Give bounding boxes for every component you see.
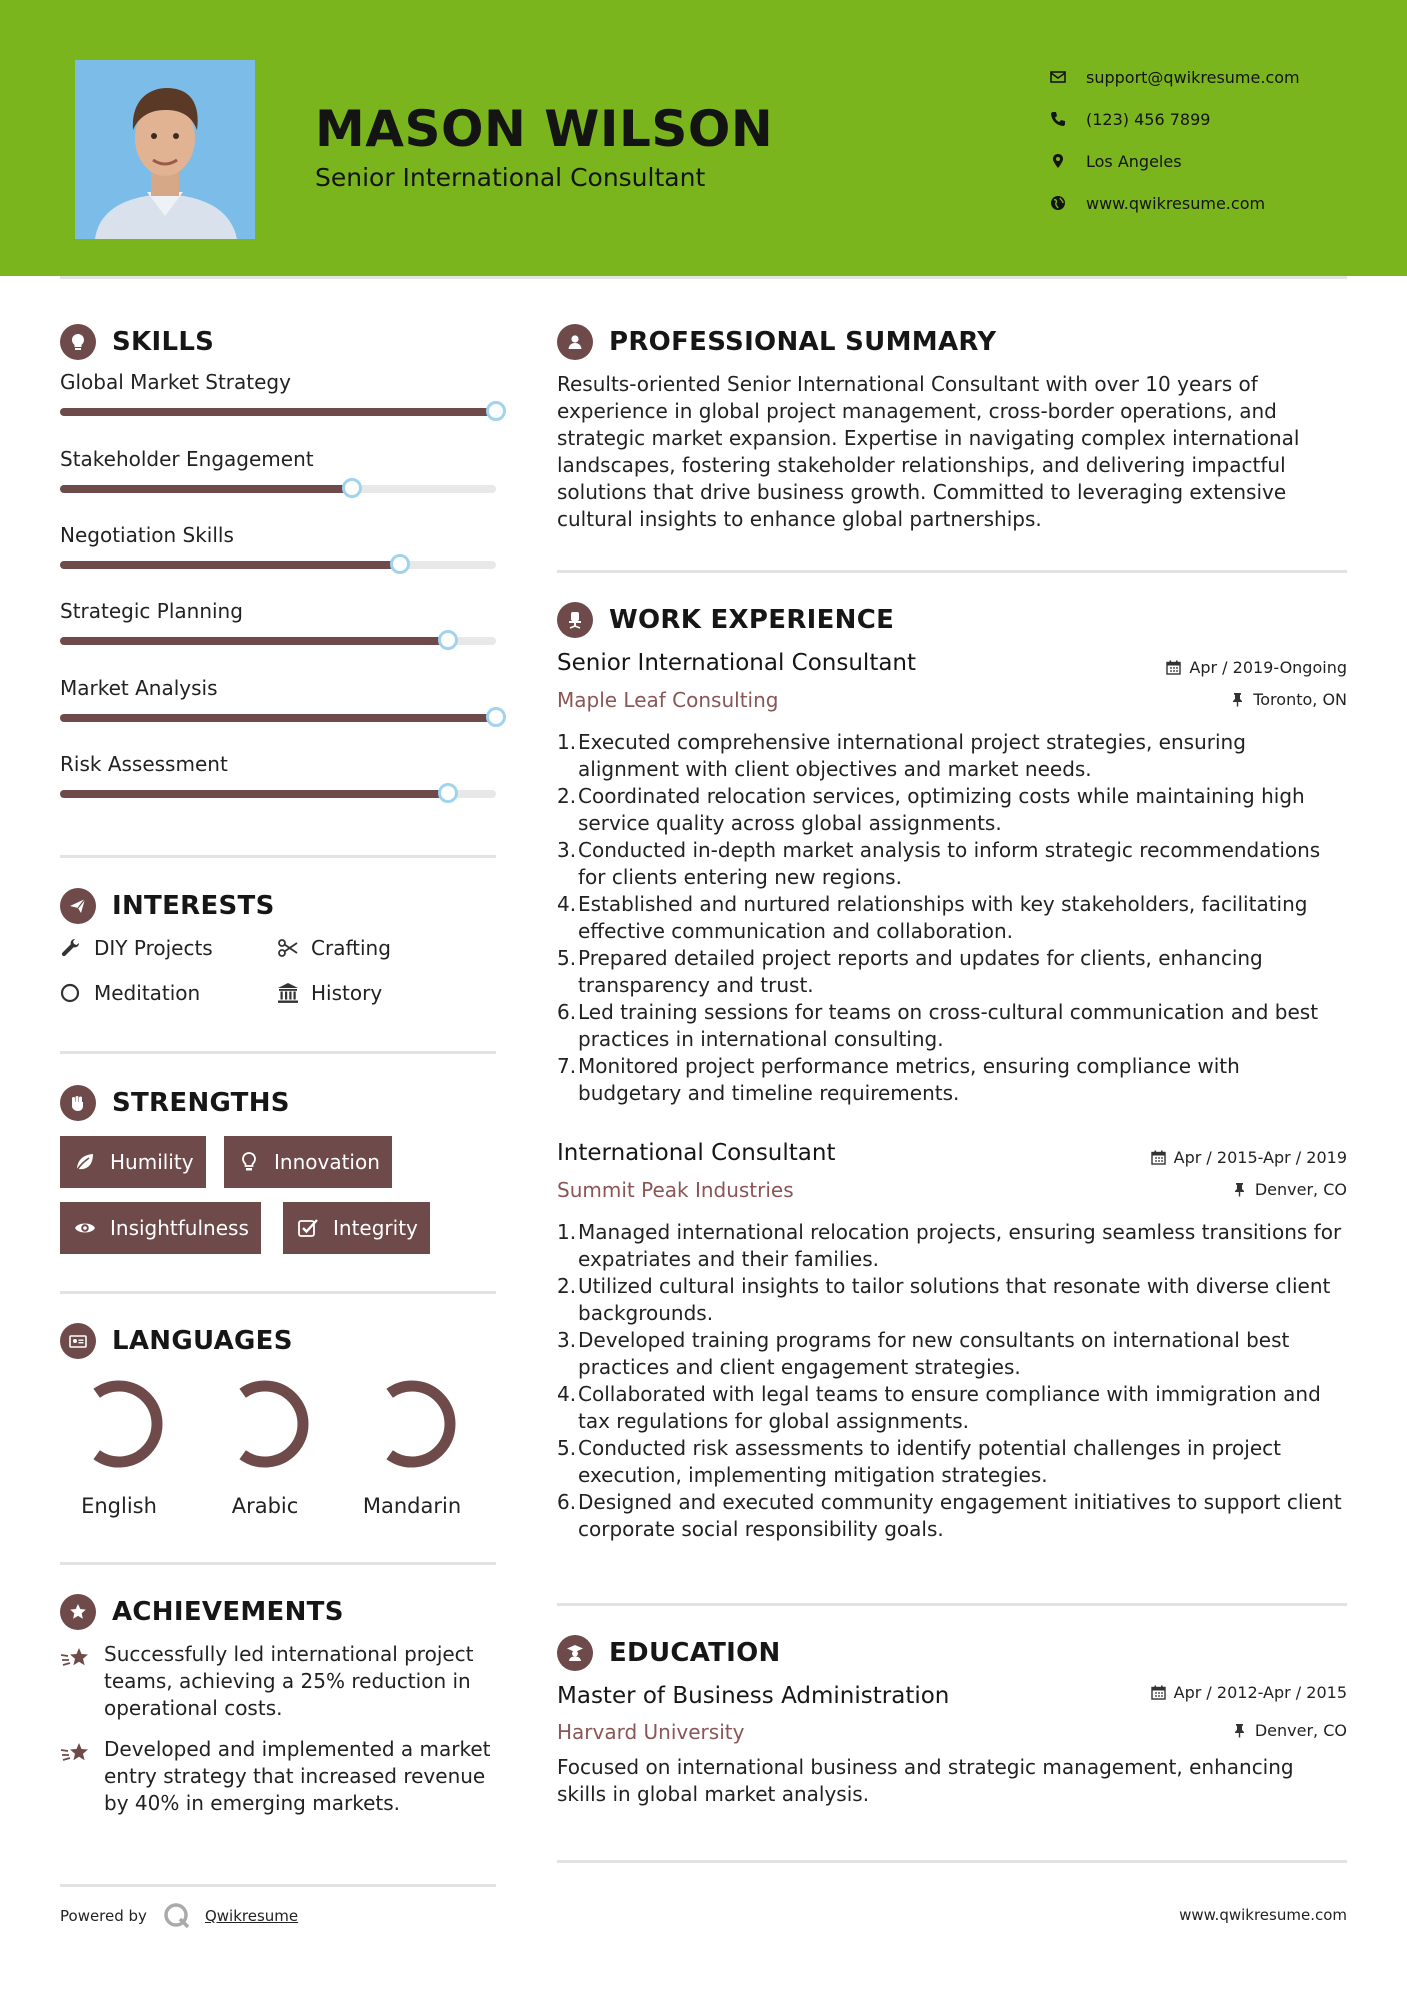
section-divider <box>60 1562 496 1565</box>
interest-label: Meditation <box>94 981 201 1005</box>
strength-label: Integrity <box>333 1216 418 1240</box>
job-title: International Consultant <box>557 1140 836 1166</box>
skill-label: Stakeholder Engagement <box>60 447 314 471</box>
job-location <box>1230 690 1347 709</box>
job-company: Summit Peak Industries <box>557 1178 794 1202</box>
skill-label: Global Market Strategy <box>60 370 291 394</box>
job-company: Maple Leaf Consulting <box>557 688 779 712</box>
powered-by-text: Powered by <box>60 1907 147 1925</box>
interest-label: History <box>311 981 383 1005</box>
skill-bar-knob <box>486 707 506 727</box>
skill-bar-knob <box>342 478 362 498</box>
responsibility-item: 1. Executed comprehensive international project strategies, ensuring alignment with client objectives and market needs. <box>557 729 1347 783</box>
section-divider <box>557 1860 1347 1863</box>
achievements-title: ACHIEVEMENTS <box>112 1597 344 1627</box>
skill-bar <box>60 485 496 493</box>
strength-badge <box>60 1136 206 1188</box>
envelope-icon <box>1050 69 1086 85</box>
wrench-icon <box>60 937 94 959</box>
language-label: Mandarin <box>362 1494 462 1518</box>
skill-bar-knob <box>438 783 458 803</box>
language-item <box>54 1378 184 1518</box>
section-divider <box>557 570 1347 573</box>
skill-bar-fill <box>60 485 352 493</box>
responsibility-text: Coordinated relocation services, optimizing costs while maintaining high service quality across global assignments. <box>578 784 1305 835</box>
responsibility-item: 7. Monitored project performance metrics, ensuring compliance with budgetary and timeline requirements. <box>557 1053 1347 1107</box>
language-gauge-arc <box>97 1386 157 1462</box>
interest-item <box>277 936 391 960</box>
office-chair-icon <box>557 602 593 638</box>
pushpin-icon <box>1230 692 1245 707</box>
graduate-icon <box>557 1635 593 1671</box>
contact-email-text: support@qwikresume.com <box>1086 67 1300 87</box>
calendar-icon <box>1151 1685 1166 1700</box>
skill-bar-knob <box>486 401 506 421</box>
skill-item <box>60 752 505 798</box>
responsibility-text: Established and nurtured relationships with key stakeholders, facilitating effective communication and collaboration. <box>578 892 1308 943</box>
responsibility-text: Led training sessions for teams on cross-cultural communication and best practices in international consulting. <box>578 1000 1319 1051</box>
map-marker-icon <box>1050 153 1086 169</box>
job-responsibilities <box>557 729 1347 1107</box>
work-heading <box>557 602 894 638</box>
skill-item <box>60 447 505 493</box>
language-gauge <box>219 1378 311 1470</box>
leaf-icon <box>74 1151 96 1173</box>
responsibility-text: Prepared detailed project reports and updates for clients, enhancing transparency and trust. <box>578 946 1263 997</box>
work-title: WORK EXPERIENCE <box>609 605 895 635</box>
skills-title: SKILLS <box>112 327 215 357</box>
skill-label: Negotiation Skills <box>60 523 234 547</box>
language-gauge <box>73 1378 165 1470</box>
phone-icon <box>1050 111 1086 127</box>
responsibility-item: 4. Established and nurtured relationships with key stakeholders, facilitating effective communication and collaboration. <box>557 891 1347 945</box>
shooting-star-icon <box>60 1736 104 1817</box>
summary-text: Results-oriented Senior International Consultant with over 10 years of experience in global project management, cross-border operations, and strategic market expansion. Expertise in navigating complex international landscapes, fostering stakeholder relationships, and delivering impactful solutions that drive business growth. Committed to leveraging extensive cultural insights to enhance global partnerships. <box>557 372 1300 531</box>
skill-label: Risk Assessment <box>60 752 228 776</box>
contact-location-text: Los Angeles <box>1086 151 1182 171</box>
globe-icon <box>1050 195 1086 211</box>
skill-item <box>60 599 505 645</box>
responsibility-text: Conducted risk assessments to identify potential challenges in project execution, implementing mitigation strategies. <box>578 1436 1281 1487</box>
job-date-text: Apr / 2015-Apr / 2019 <box>1173 1148 1347 1167</box>
education-title: EDUCATION <box>609 1638 781 1668</box>
interest-label: DIY Projects <box>94 936 213 960</box>
summary-heading <box>557 324 996 360</box>
achievement-item <box>60 1736 505 1817</box>
qwikresume-logo-icon <box>163 1902 191 1930</box>
star-badge-icon <box>60 1594 96 1630</box>
responsibility-item: 5. Prepared detailed project reports and updates for clients, enhancing transparency and trust. <box>557 945 1347 999</box>
responsibility-item: 2. Utilized cultural insights to tailor solutions that resonate with diverse client backgrounds. <box>557 1273 1347 1327</box>
responsibility-text: Executed comprehensive international project strategies, ensuring alignment with client objectives and market needs. <box>578 730 1246 781</box>
footer-website-link[interactable]: www.qwikresume.com <box>1179 1906 1347 1924</box>
job-responsibilities <box>557 1219 1347 1543</box>
powered-by <box>60 1902 298 1930</box>
resume-header <box>0 0 1407 276</box>
lightbulb-icon <box>60 324 96 360</box>
interests-heading <box>60 888 275 924</box>
skill-bar-fill <box>60 408 496 416</box>
brand-link[interactable]: Qwikresume <box>204 1907 299 1925</box>
lightbulb-icon <box>238 1151 260 1173</box>
language-label: English <box>81 1494 157 1518</box>
skill-bar-knob <box>390 554 410 574</box>
contact-website-text: www.qwikresume.com <box>1086 193 1266 213</box>
responsibility-text: Managed international relocation projects, ensuring seamless transitions for expatriates and their families. <box>578 1220 1342 1271</box>
section-divider <box>557 1603 1347 1606</box>
language-gauge <box>366 1378 458 1470</box>
education-date <box>1151 1683 1347 1702</box>
skill-bar <box>60 714 496 722</box>
job-location-text: Denver, CO <box>1254 1180 1347 1199</box>
interest-item <box>60 936 213 960</box>
interest-item <box>60 981 200 1005</box>
job-date <box>1151 1148 1347 1167</box>
profile-photo-image <box>75 60 255 239</box>
contact-location <box>1050 140 1300 182</box>
skill-bar-knob <box>438 630 458 650</box>
id-card-icon <box>60 1323 96 1359</box>
languages-title: LANGUAGES <box>112 1326 293 1356</box>
skill-item <box>60 370 505 416</box>
skill-item <box>60 523 505 569</box>
language-item <box>200 1378 330 1518</box>
skill-bar <box>60 790 496 798</box>
job-date <box>1166 658 1347 677</box>
calendar-icon <box>1166 660 1181 675</box>
education-school: Harvard University <box>557 1720 745 1744</box>
responsibility-item: 6. Designed and executed community engagement initiatives to support client corporate social responsibility goals. <box>557 1489 1347 1543</box>
interest-item <box>277 981 382 1005</box>
skill-bar <box>60 408 496 416</box>
responsibility-item: 3. Conducted in-depth market analysis to inform strategic recommendations for clients entering new regions. <box>557 837 1347 891</box>
strengths-title: STRENGTHS <box>112 1088 290 1118</box>
contact-phone-text: (123) 456 7899 <box>1086 109 1211 129</box>
eye-icon <box>74 1217 96 1239</box>
skill-bar-fill <box>60 790 448 798</box>
language-item <box>347 1378 477 1518</box>
summary-title: PROFESSIONAL SUMMARY <box>609 327 997 357</box>
pushpin-icon <box>1232 1182 1247 1197</box>
calendar-icon <box>1151 1150 1166 1165</box>
achievement-text: Developed and implemented a market entry strategy that increased revenue by 40% in emerging markets. <box>104 1737 491 1815</box>
achievements-heading <box>60 1594 344 1630</box>
responsibility-item: 1. Managed international relocation projects, ensuring seamless transitions for expatriates and their families. <box>557 1219 1347 1273</box>
skill-bar <box>60 561 496 569</box>
candidate-role: Senior International Consultant <box>315 163 706 192</box>
responsibility-item: 6. Led training sessions for teams on cross-cultural communication and best practices in international consulting. <box>557 999 1347 1053</box>
pushpin-icon <box>1232 1723 1247 1738</box>
responsibility-text: Developed training programs for new consultants on international best practices and client engagement strategies. <box>578 1328 1290 1379</box>
bank-icon <box>277 982 311 1004</box>
paper-plane-icon <box>60 888 96 924</box>
language-gauge-arc <box>243 1386 303 1462</box>
interest-label: Crafting <box>311 936 391 960</box>
responsibility-item: 4. Collaborated with legal teams to ensure compliance with immigration and tax regulations for global assignments. <box>557 1381 1347 1435</box>
skill-item <box>60 676 505 722</box>
responsibility-text: Designed and executed community engagement initiatives to support client corporate social responsibility goals. <box>578 1490 1342 1541</box>
education-heading <box>557 1635 781 1671</box>
skill-label: Market Analysis <box>60 676 218 700</box>
strength-badge <box>224 1136 392 1188</box>
responsibility-item: 3. Developed training programs for new consultants on international best practices and client engagement strategies. <box>557 1327 1347 1381</box>
language-gauge-arc <box>390 1386 450 1462</box>
header-divider <box>60 276 1347 279</box>
strength-badge <box>283 1202 430 1254</box>
education-location-text: Denver, CO <box>1254 1721 1347 1740</box>
section-divider <box>60 1051 496 1054</box>
skill-bar-fill <box>60 714 496 722</box>
strength-label: Humility <box>110 1150 194 1174</box>
responsibility-text: Monitored project performance metrics, ensuring compliance with budgetary and timeline requirements. <box>578 1054 1240 1105</box>
fist-icon <box>60 1085 96 1121</box>
job-date-text: Apr / 2019-Ongoing <box>1189 658 1347 677</box>
responsibility-item: 2. Coordinated relocation services, optimizing costs while maintaining high service quality across global assignments. <box>557 783 1347 837</box>
education-description: Focused on international business and strategic management, enhancing skills in global market analysis. <box>557 1755 1294 1806</box>
circle-icon <box>60 982 94 1004</box>
education-location <box>1232 1721 1347 1740</box>
skills-heading <box>60 324 214 360</box>
job-location <box>1232 1180 1347 1199</box>
responsibility-text: Collaborated with legal teams to ensure compliance with immigration and tax regulations for global assignments. <box>578 1382 1321 1433</box>
job-location-text: Toronto, ON <box>1253 690 1347 709</box>
profile-photo <box>75 60 255 239</box>
shooting-star-icon <box>60 1641 104 1722</box>
section-divider <box>60 1291 496 1294</box>
achievement-text: Successfully led international project teams, achieving a 25% reduction in operational costs. <box>104 1642 474 1720</box>
languages-heading <box>60 1323 293 1359</box>
education-date-text: Apr / 2012-Apr / 2015 <box>1173 1683 1347 1702</box>
skill-bar-fill <box>60 637 448 645</box>
responsibility-text: Conducted in-depth market analysis to inform strategic recommendations for clients entering new regions. <box>578 838 1321 889</box>
skill-label: Strategic Planning <box>60 599 243 623</box>
scissors-icon <box>277 937 311 959</box>
candidate-name: MASON WILSON <box>315 100 774 158</box>
interests-title: INTERESTS <box>112 891 275 921</box>
strength-label: Innovation <box>274 1150 380 1174</box>
achievement-item <box>60 1641 505 1722</box>
strength-badge <box>60 1202 261 1254</box>
education-degree: Master of Business Administration <box>557 1683 950 1709</box>
skill-bar-fill <box>60 561 400 569</box>
contact-website[interactable] <box>1050 182 1300 224</box>
contact-list <box>1050 56 1300 224</box>
section-divider <box>60 1884 496 1887</box>
strength-label: Insightfulness <box>110 1216 249 1240</box>
responsibility-item: 5. Conducted risk assessments to identify potential challenges in project execution, implementing mitigation strategies. <box>557 1435 1347 1489</box>
skill-bar <box>60 637 496 645</box>
responsibility-text: Utilized cultural insights to tailor solutions that resonate with diverse client backgrounds. <box>578 1274 1331 1325</box>
job-title: Senior International Consultant <box>557 650 917 676</box>
language-label: Arabic <box>231 1494 299 1518</box>
contact-email[interactable] <box>1050 56 1300 98</box>
user-icon <box>557 324 593 360</box>
section-divider <box>60 855 496 858</box>
strengths-heading <box>60 1085 290 1121</box>
check-square-icon <box>297 1217 319 1239</box>
contact-phone[interactable] <box>1050 98 1300 140</box>
